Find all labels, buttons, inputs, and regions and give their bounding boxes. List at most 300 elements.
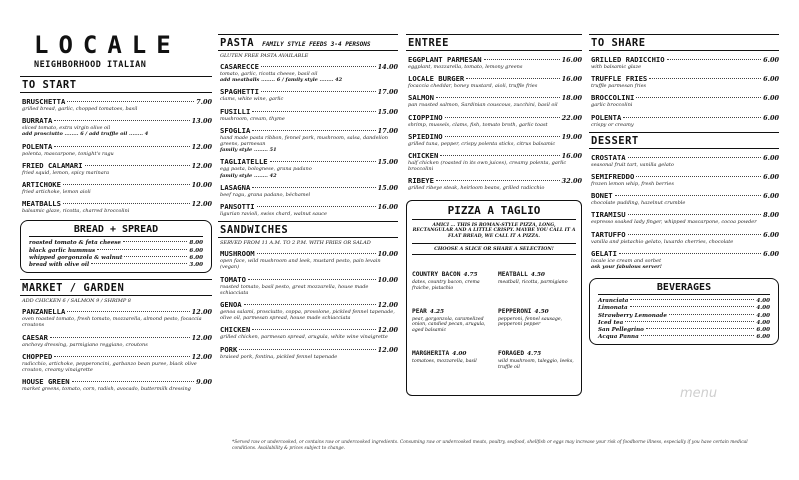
list-item — [29, 262, 203, 269]
section-title: DESSERT — [589, 132, 779, 149]
menu-item — [20, 307, 212, 328]
list-item — [598, 334, 770, 341]
item-name: black garlic hummus — [29, 247, 96, 254]
dot-leader — [623, 117, 761, 118]
dot-leader — [239, 349, 375, 350]
item-description: sliced tomato, extra virgin olive oil — [22, 125, 111, 132]
section-title: ENTREE — [406, 34, 582, 51]
item-row — [408, 74, 582, 83]
item-row — [22, 199, 212, 208]
pizza-item — [498, 340, 576, 371]
item-price: 12.00 — [191, 308, 212, 317]
dot-leader — [67, 101, 194, 102]
item-description: crispy or creamy — [591, 121, 634, 128]
item-price: 12.00 — [191, 333, 212, 342]
item-name: CHICKEN — [408, 151, 439, 161]
item-price: 6.00 — [763, 113, 779, 122]
item-description: eggplant, mozzarella, tomato, lemony greens — [408, 64, 523, 70]
column-1 — [20, 76, 212, 396]
menu-item — [218, 202, 398, 217]
item-addon: family style ........ 51 — [220, 147, 277, 154]
brand-subtitle: NEIGHBORHOOD ITALIAN — [34, 60, 147, 70]
item-name: ARTICHOKE — [22, 180, 61, 190]
item-price: 6.00 — [763, 192, 779, 201]
item-description: open face, wild mushroom and leek, mustard pesto, pain levain (vegan) — [220, 258, 381, 271]
dot-leader — [636, 97, 761, 98]
item-description: pepperoni, fennel sausage, pepperoni pepper — [498, 316, 563, 328]
item-description: locale ice cream and sorbet — [591, 257, 662, 264]
item-price: 12.00 — [377, 326, 398, 335]
pizza-item-header — [498, 340, 576, 359]
item-description: grilled ribeye steak, heirloom beans, grilled radicchio — [408, 185, 545, 192]
dot-leader — [436, 180, 560, 181]
item-price: 4.00 — [756, 305, 770, 312]
item-name: BONET — [591, 191, 613, 201]
menu-item — [218, 345, 398, 360]
item-row — [408, 55, 582, 64]
item-row — [22, 377, 212, 386]
item-price: 4.00 — [452, 351, 467, 357]
section-title: MARKET / GARDEN — [20, 279, 212, 296]
pizza-item-header — [412, 261, 490, 280]
item-name: BURRATA — [22, 116, 53, 126]
item-name: CIOPPINO — [408, 112, 443, 122]
section-note: SERVED FROM 11 A.M. TO 2 P.M. WITH FRIES OR SALAD — [220, 240, 371, 247]
dot-leader — [619, 253, 761, 254]
item-price: 4.00 — [756, 312, 770, 319]
menu-item — [218, 249, 398, 270]
item-list — [20, 307, 212, 392]
item-name: PANZANELLA — [22, 307, 66, 317]
item-name: Acqua Panna — [598, 334, 639, 341]
item-row — [591, 172, 779, 181]
section-entree — [406, 34, 582, 192]
dot-leader — [63, 203, 190, 204]
section-title-text: PASTA — [220, 37, 255, 49]
item-name: PANSOTTI — [220, 202, 255, 212]
section-title — [218, 34, 398, 51]
list-item — [598, 298, 770, 305]
section-subnote: GLUTEN FREE PASTA AVAILABLE — [220, 53, 309, 59]
menu-item — [589, 230, 779, 245]
section-title: TO SHARE — [589, 34, 779, 51]
item-price: 16.00 — [561, 152, 582, 161]
list-item — [598, 313, 770, 320]
item-price: 12.00 — [377, 301, 398, 310]
menu-item — [406, 132, 582, 147]
menu-item — [589, 172, 779, 187]
menu-item — [218, 157, 398, 178]
item-name: SFOGLIA — [220, 125, 251, 135]
item-row — [22, 97, 212, 106]
item-price: 6.00 — [763, 75, 779, 84]
item-price: 6.00 — [189, 247, 203, 254]
item-list — [20, 97, 212, 214]
item-name: CROSTATA — [591, 152, 626, 162]
item-name: bread with olive oil — [29, 262, 90, 269]
item-row — [591, 93, 779, 102]
item-name: PORK — [220, 344, 238, 354]
item-price: 8.00 — [189, 240, 203, 247]
item-row — [220, 126, 398, 135]
item-name: MUSHROOM — [220, 249, 255, 259]
item-row — [22, 116, 212, 125]
pizza-box — [406, 200, 582, 396]
dot-leader — [54, 356, 189, 357]
menu-item — [589, 93, 779, 108]
item-description: mushroom, cream, thyme — [220, 115, 285, 122]
pizza-item-header — [498, 298, 576, 317]
item-price: 6.00 — [189, 254, 203, 261]
item-name: SPIEDINO — [408, 131, 443, 141]
item-description: balsamic glaze, ricotta, charred broccolini — [22, 208, 130, 215]
pizza-item-header — [498, 261, 576, 280]
menu-item — [406, 93, 582, 108]
menu-item — [218, 325, 398, 340]
item-row — [220, 87, 398, 96]
beverages-box — [589, 278, 779, 345]
section-title: TO START — [20, 76, 212, 93]
item-description: braised pork, fontina, pickled fennel tapenade — [220, 353, 338, 360]
item-price: 4.50 — [534, 308, 549, 315]
pizza-item-header — [412, 340, 490, 359]
item-name: FORAGED — [498, 350, 525, 357]
item-name: MEATBALLS — [22, 199, 61, 209]
item-name: roasted tomato & feta cheese — [29, 240, 121, 247]
item-price: 15.00 — [377, 158, 398, 167]
dot-leader — [91, 263, 187, 264]
item-price: 22.00 — [561, 113, 582, 122]
item-price: 12.00 — [191, 161, 212, 170]
item-name: GELATI — [591, 248, 617, 258]
item-price: 13.00 — [191, 117, 212, 126]
dot-leader — [67, 311, 189, 312]
menu-item — [20, 352, 212, 373]
dot-leader — [628, 214, 762, 215]
section-note: ADD CHICKEN 6 / SALMON 9 / SHRIMP 8 — [22, 298, 131, 305]
menu-item — [218, 183, 398, 198]
item-price: 16.00 — [561, 75, 582, 84]
item-price: 18.00 — [561, 94, 582, 103]
menu-item — [218, 275, 398, 296]
item-description: truffle parmesan fries — [591, 83, 647, 90]
item-description: anchovy dressing, parmigiano reggiano, croutons — [22, 341, 148, 348]
pizza-intro: AMICI ... THIS IS ROMAN-STYLE PIZZA, LONG, RECTANGULAR AND A LITTLE CRISPY. MAYBE YOU CALL IT A FLAT BREAD, WE CALL IT A PIZZA. — [412, 222, 576, 240]
item-row — [220, 249, 398, 258]
item-description: tomatoes, mozzarella, basil — [412, 359, 477, 364]
item-price: 15.00 — [377, 107, 398, 116]
column-3 — [406, 34, 582, 396]
section-dessert — [589, 132, 779, 270]
pizza-grid — [412, 261, 576, 377]
menu-item — [20, 333, 212, 348]
item-price: 16.00 — [377, 203, 398, 212]
section-title: SANDWICHES — [218, 221, 398, 238]
item-row — [591, 210, 779, 219]
item-description: seasonal fruit tart, vanilla gelato — [591, 161, 674, 168]
item-price: 12.00 — [377, 345, 398, 354]
pizza-title: PIZZA A TAGLIO — [412, 204, 576, 220]
item-price: 6.00 — [763, 153, 779, 162]
item-name: TARTUFFO — [591, 229, 626, 239]
list-item — [598, 320, 770, 327]
dot-leader — [257, 206, 376, 207]
dot-leader — [244, 304, 376, 305]
dot-leader — [628, 157, 762, 158]
dot-leader — [669, 314, 754, 315]
section-sandwiches — [218, 221, 398, 360]
item-row — [22, 142, 212, 151]
item-addon: add meatballs ........ 6 / family style ........ 42 — [220, 77, 343, 84]
menu-item — [589, 74, 779, 89]
dot-leader — [445, 117, 560, 118]
item-row — [22, 161, 212, 170]
item-price: 15.00 — [377, 183, 398, 192]
item-price: 9.00 — [196, 378, 212, 387]
item-name: COUNTRY BACON — [412, 271, 461, 279]
item-name: Iced tea — [598, 319, 624, 326]
item-row — [220, 202, 398, 211]
item-name: SEMIFREDDO — [591, 172, 635, 182]
dot-leader — [252, 111, 375, 112]
item-name: FRIED CALAMARI — [22, 160, 83, 170]
item-list — [406, 55, 582, 192]
pizza-item — [412, 261, 490, 292]
item-name: GRILLED RADICCHIO — [591, 55, 665, 64]
menu-item — [218, 126, 398, 154]
item-name: Strawberry Lemonade — [598, 312, 667, 319]
item-price: 6.00 — [763, 173, 779, 182]
menu-item — [218, 107, 398, 122]
item-price: 6.00 — [763, 94, 779, 103]
item-description: chocolate pudding, hazelnut crumble — [591, 200, 686, 207]
dot-leader — [270, 161, 376, 162]
dot-leader — [636, 176, 761, 177]
item-name: LOCALE BURGER — [408, 74, 465, 84]
item-description: ligurian ravioli, swiss chard, walnut sauce — [220, 211, 327, 218]
item-name: FUSILLI — [220, 106, 251, 116]
menu-item — [20, 116, 212, 137]
menu-item — [589, 210, 779, 225]
dot-leader — [436, 97, 560, 98]
item-price: 19.00 — [561, 132, 582, 141]
menu-item — [20, 180, 212, 195]
item-name: SALMON — [408, 93, 434, 103]
dot-leader — [252, 130, 375, 131]
menu-item — [589, 191, 779, 206]
item-row — [591, 55, 779, 64]
bread-list — [29, 240, 203, 269]
item-name: BRUSCHETTA — [22, 97, 66, 106]
item-name: LASAGNA — [220, 182, 251, 192]
item-price: 6.00 — [763, 230, 779, 239]
list-item — [598, 327, 770, 334]
dot-leader — [628, 234, 762, 235]
pizza-item-header — [412, 298, 490, 317]
item-name: PEAR — [412, 307, 427, 315]
dot-leader — [248, 279, 376, 280]
item-name: EGGPLANT PARMESAN — [408, 55, 482, 64]
item-price: 10.00 — [377, 275, 398, 284]
item-row — [591, 153, 779, 162]
item-price: 17.00 — [377, 126, 398, 135]
item-description: genoa salami, prosciutto, coppa, provolone, pickled fennel tapenade, olive oil, parmesan spread, house made schiacciata — [220, 309, 395, 322]
item-row — [591, 74, 779, 83]
item-addon: family style ........ 42 — [220, 172, 277, 179]
item-description: hand made pasta ribbon, fennel pork, mushroom, salsa, dandelion greens, parmesan — [220, 134, 388, 148]
item-name: TAGLIATELLE — [220, 157, 268, 167]
item-row — [591, 191, 779, 200]
item-description: half chicken (roasted in its own juices), creamy polenta, garlic broccolini — [408, 160, 567, 173]
dot-leader — [97, 249, 187, 250]
menu-item — [20, 142, 212, 157]
item-description: garlic broccolini — [591, 102, 633, 109]
dot-leader — [625, 321, 754, 322]
menu-item — [218, 300, 398, 321]
item-description: wild mushroom, taleggio, leeks, truffle oil — [498, 359, 574, 370]
item-price: 10.00 — [191, 181, 212, 190]
item-name: RIBEYE — [408, 176, 434, 186]
item-row — [408, 113, 582, 122]
pizza-item — [498, 298, 576, 334]
item-name: MEATBALL — [498, 271, 528, 279]
item-name: TOMATO — [220, 274, 246, 284]
item-price: 12.00 — [191, 200, 212, 209]
item-price: 8.00 — [763, 211, 779, 220]
item-row — [220, 275, 398, 284]
section-to-share — [589, 34, 779, 128]
dot-leader — [445, 136, 560, 137]
item-name: TIRAMISU — [591, 210, 626, 220]
menu-item — [20, 97, 212, 112]
item-row — [408, 151, 582, 160]
item-row — [408, 132, 582, 141]
item-price: 4.00 — [756, 298, 770, 305]
item-name: CHOPPED — [22, 351, 53, 361]
item-description: grilled chicken, parmesan spread, arugula, white wine vinaigrette — [220, 334, 388, 341]
menu-item — [218, 62, 398, 83]
item-description: grilled tuna, pepper, crispy polenta sticks, citrus balsamic — [408, 140, 556, 147]
column-2 — [218, 34, 398, 364]
item-price: 32.00 — [561, 177, 582, 186]
item-description: dates, country bacon, crema fraiche, pistachio — [412, 280, 480, 291]
dot-leader — [484, 59, 560, 60]
item-description: market greens, tomato, corn, radish, avocado, buttermilk dressing — [22, 386, 191, 393]
list-item — [598, 305, 770, 312]
dot-leader — [646, 328, 754, 329]
item-name: CAESAR — [22, 332, 48, 342]
item-description: grilled bread, garlic, chopped tomatoes, basil — [22, 106, 138, 112]
dot-leader — [72, 381, 195, 382]
dot-leader — [257, 253, 376, 254]
item-description: espresso soaked lady finger, whipped mascarpone, cocoa powder — [591, 219, 757, 226]
item-price: 4.25 — [429, 308, 445, 315]
item-description: vanilla and pistachio gelato, luxardo cherries, chocolate — [591, 238, 734, 245]
dot-leader — [466, 78, 559, 79]
pizza-item — [412, 340, 490, 371]
column-4 — [589, 34, 779, 351]
watermark: menu — [680, 386, 718, 401]
item-name: CHICKEN — [220, 325, 251, 335]
dot-leader — [630, 306, 755, 307]
item-description: oven roasted tomato, fresh tomato, mozzarella, almond pesto, focaccia croutons — [22, 316, 202, 329]
item-list — [218, 249, 398, 360]
item-price: 14.00 — [377, 63, 398, 71]
item-description: tomato, garlic, ricotta cheese, basil oil — [220, 71, 318, 77]
menu-item — [20, 199, 212, 214]
menu-item — [406, 113, 582, 128]
menu-item — [589, 153, 779, 168]
footnote: *Served raw or undercooked, or contains raw or undercooked ingredients. Consuming raw or undercooked meats, poultry, seafood, shellfish or eggs may increase your risk of foodborne illness, especially if you have certain medical conditions. Availability & prices subject to change. — [232, 440, 748, 451]
item-description: beef ragu, grana padano, béchamel — [220, 191, 311, 198]
item-name: TRUFFLE FRIES — [591, 74, 648, 84]
item-price: 4.75 — [463, 272, 478, 279]
menu-item — [406, 176, 582, 191]
section-note: FAMILY STYLE FEEDS 3-4 PERSONS — [262, 41, 371, 48]
item-description: frozen lemon whip, fresh berries — [591, 181, 674, 188]
item-name: CASARECCE — [220, 62, 259, 71]
menu-item — [20, 377, 212, 392]
item-row — [22, 333, 212, 342]
menu-item — [20, 161, 212, 176]
dot-leader — [123, 241, 187, 242]
dot-leader — [85, 165, 190, 166]
item-price: 6.00 — [763, 56, 779, 64]
pizza-item — [412, 298, 490, 334]
item-description: clams, white wine, garlic — [220, 96, 284, 103]
list-item — [29, 255, 203, 262]
dot-leader — [63, 184, 190, 185]
item-description: focaccia cheddar, honey mustard, aioli, truffle fries — [408, 83, 538, 90]
bread-spread-box — [20, 220, 212, 273]
item-description: pan roasted salmon, Sardinian couscous, zucchini, basil oil — [408, 102, 558, 109]
item-price: 7.00 — [196, 98, 212, 106]
item-price: 6.00 — [756, 327, 770, 334]
item-row — [220, 107, 398, 116]
item-description: polenta, mascarpone, tonight's ragu — [22, 150, 114, 157]
item-row — [408, 176, 582, 185]
item-row — [220, 157, 398, 166]
item-description: roasted tomato, basil pesto, great mozzarella, house made schiacciata — [220, 283, 369, 296]
brand-title: LOCALE — [34, 31, 181, 59]
item-row — [408, 93, 582, 102]
item-row — [22, 352, 212, 361]
item-description: egg pasta, bolognese, grana padano — [220, 166, 312, 173]
item-row — [591, 249, 779, 258]
item-row — [220, 345, 398, 354]
dot-leader — [252, 187, 375, 188]
dot-leader — [54, 120, 189, 121]
item-price: 4.00 — [756, 319, 770, 326]
item-row — [220, 300, 398, 309]
menu-item — [589, 249, 779, 270]
item-name: Limonata — [598, 305, 628, 312]
dot-leader — [261, 66, 376, 67]
item-description: pear, gorgonzola, caramelized onion, candied pecan, arugula, aged balsamic — [412, 316, 486, 334]
pizza-choose: CHOOSE A SLICE OR SHARE A SELECTION! — [412, 243, 576, 255]
dot-leader — [641, 335, 755, 336]
menu-item — [218, 87, 398, 102]
dot-leader — [667, 59, 762, 60]
item-row — [220, 62, 398, 71]
item-name: SPAGHETTI — [220, 87, 259, 97]
item-row — [220, 183, 398, 192]
item-name: POLENTA — [591, 112, 622, 122]
dot-leader — [649, 78, 761, 79]
item-row — [591, 113, 779, 122]
item-addon: add prosciutto ........ 6 / add truffle oil ........ 4 — [22, 131, 149, 138]
item-name: BROCCOLINI — [591, 93, 635, 103]
